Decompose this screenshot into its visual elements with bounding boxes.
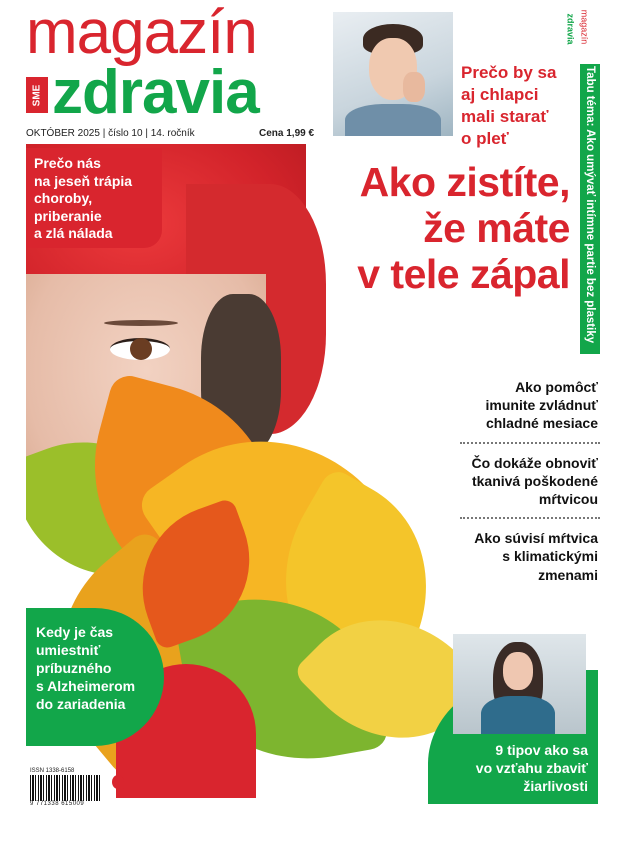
headline-line: v tele zápal bbox=[357, 250, 570, 297]
teaser-line: choroby, bbox=[34, 190, 93, 206]
autumn-teaser[interactable] bbox=[26, 148, 162, 248]
teaser-photo-woman bbox=[453, 634, 586, 734]
teaser-skin-care[interactable] bbox=[461, 62, 556, 150]
mini-magazin: magazín bbox=[579, 9, 590, 45]
article-line: imunite zvládnuť bbox=[485, 397, 598, 414]
eyebrow bbox=[104, 320, 178, 326]
teaser-line: umiestniť bbox=[36, 641, 101, 658]
price: Cena 1,99 € bbox=[259, 128, 315, 139]
article-line: Čo dokáže obnoviť bbox=[471, 454, 598, 471]
article-line: mŕtvicou bbox=[538, 490, 598, 507]
sme-badge bbox=[26, 77, 48, 113]
headline-line: že máte bbox=[423, 204, 570, 251]
article-line: zmenami bbox=[538, 566, 598, 583]
jealousy-teaser[interactable] bbox=[450, 741, 588, 796]
masthead-magazin: magazín bbox=[26, 0, 257, 67]
article-line: chladné mesiace bbox=[485, 415, 598, 432]
article-line: Ako súvisí mŕtvica bbox=[474, 530, 598, 547]
teaser-line: a zlá nálada bbox=[34, 225, 113, 241]
sme-label: SME bbox=[31, 84, 43, 106]
teaser-line: žiarlivosti bbox=[523, 778, 588, 795]
issue-info: OKTÓBER 2025 | číslo 10 | 14. ročník bbox=[26, 128, 195, 139]
article-line: Ako pomôcť bbox=[515, 379, 598, 395]
teaser-line: Kedy je čas bbox=[36, 624, 114, 640]
teaser-photo-boy bbox=[333, 12, 453, 136]
article-stroke-climate[interactable] bbox=[450, 529, 600, 593]
side-articles bbox=[450, 378, 600, 593]
teaser-line: aj chlapci bbox=[461, 85, 539, 105]
barcode-number: 9 771338 615009 bbox=[30, 801, 85, 807]
teaser-line: na jeseň trápia bbox=[34, 172, 133, 189]
mini-zdravia: zdravia bbox=[565, 13, 576, 45]
teaser-line: Prečo nás bbox=[34, 155, 101, 171]
barcode bbox=[30, 768, 102, 812]
teaser-line: o pleť bbox=[461, 129, 509, 149]
headline-line: Ako zistíte, bbox=[359, 159, 570, 205]
vertical-mini-logo bbox=[565, 8, 603, 56]
article-line: tkanivá poškodené bbox=[471, 472, 598, 489]
publisher-logo-icon bbox=[108, 775, 130, 801]
barcode-bars bbox=[30, 775, 102, 801]
teaser-line: 9 tipov ako sa bbox=[495, 742, 588, 758]
teaser-line: vo vzťahu zbaviť bbox=[475, 760, 588, 777]
teaser-line: príbuzného bbox=[36, 659, 112, 676]
taboo-text: Tabu téma: Ako umývať intímne partie bez plastiky bbox=[584, 66, 596, 344]
article-stroke-tissue[interactable] bbox=[450, 454, 600, 518]
teaser-line: priberanie bbox=[34, 207, 102, 224]
alzheimer-teaser[interactable] bbox=[26, 608, 164, 746]
taboo-topic-bar[interactable] bbox=[580, 64, 600, 354]
main-headline[interactable] bbox=[270, 160, 570, 298]
iris bbox=[130, 338, 152, 360]
article-immunity[interactable] bbox=[450, 378, 600, 442]
teaser-line: Prečo by sa bbox=[461, 63, 557, 82]
divider bbox=[460, 442, 600, 444]
article-line: s klimatickými bbox=[502, 548, 598, 565]
teaser-line: do zariadenia bbox=[36, 695, 126, 712]
divider bbox=[460, 517, 600, 519]
teaser-line: s Alzheimerom bbox=[36, 677, 136, 694]
issn: ISSN 1338-6158 bbox=[30, 768, 75, 774]
teaser-line: mali starať bbox=[461, 107, 549, 127]
masthead-zdravia: zdravia bbox=[52, 58, 259, 127]
